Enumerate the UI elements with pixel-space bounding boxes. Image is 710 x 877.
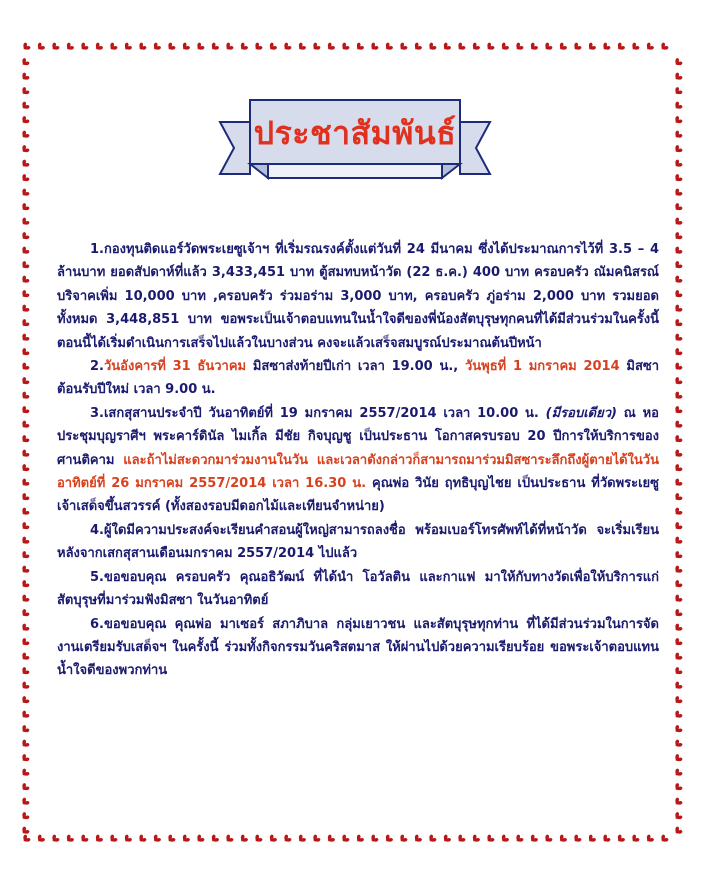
heart-border-icon — [282, 42, 292, 52]
heart-border-icon — [673, 275, 683, 285]
heart-border-icon — [267, 42, 277, 52]
heart-border-icon — [180, 834, 190, 844]
item-2-text-1: มิสซาส่งท้ายปีเก่า เวลา 19.00 น., — [246, 359, 465, 375]
heart-border-icon — [673, 594, 683, 604]
heart-border-icon — [22, 826, 30, 836]
heart-border-icon — [22, 72, 30, 82]
heart-border-icon — [673, 173, 683, 183]
heart-border-icon — [528, 834, 538, 844]
heart-border-icon — [499, 42, 509, 52]
heart-border-icon — [166, 42, 176, 52]
heart-border-icon — [601, 834, 611, 844]
heart-border-icon — [572, 834, 582, 844]
heart-border-icon — [586, 834, 596, 844]
heart-border-icon — [673, 463, 683, 473]
heart-border-icon — [282, 834, 292, 844]
heart-border-icon — [383, 42, 393, 52]
heart-border-icon — [557, 42, 567, 52]
heart-border-icon — [296, 834, 306, 844]
heart-border-icon — [209, 42, 219, 52]
heart-border-icon — [514, 42, 524, 52]
heart-border-icon — [22, 275, 30, 285]
heart-border-icon — [630, 834, 640, 844]
heart-border-icon — [673, 797, 683, 807]
heart-border-icon — [22, 173, 30, 183]
heart-border-icon — [22, 318, 30, 328]
heart-border-icon — [50, 834, 60, 844]
heart-border-icon — [79, 834, 89, 844]
heart-border-icon — [412, 42, 422, 52]
item-3-text-3: คุณพ่อ วินัย ฤทธิบุญไชย เป็นประธาน ที่วัดพระเยซูเจ้าเสด็จขึ้นสวรรค์ (ทั้งสองรอบมีดอกไม้และเทียนจำหน่าย) — [57, 476, 659, 515]
heart-border-icon — [122, 834, 132, 844]
heart-border-icon — [673, 507, 683, 517]
heart-border-icon — [398, 834, 408, 844]
heart-border-icon — [499, 834, 509, 844]
heart-border-icon — [22, 260, 30, 270]
heart-border-icon — [180, 42, 190, 52]
heart-border-icon — [673, 478, 683, 488]
heart-border-icon — [22, 608, 30, 618]
heart-border-icon — [122, 42, 132, 52]
heart-border-icon — [195, 834, 205, 844]
heart-border-icon — [673, 159, 683, 169]
heart-border-icon — [253, 42, 263, 52]
heart-border-icon — [659, 42, 669, 52]
heart-border-icon — [673, 666, 683, 676]
heart-border-icon — [673, 289, 683, 299]
heart-border-icon — [528, 42, 538, 52]
heart-border-icon — [22, 347, 30, 357]
heart-border-icon — [22, 710, 30, 720]
heart-border-icon — [673, 391, 683, 401]
heart-border-icon — [644, 42, 654, 52]
heart-border-icon — [22, 768, 30, 778]
heart-border-icon — [673, 768, 683, 778]
heart-border-icon — [369, 42, 379, 52]
heart-border-icon — [673, 101, 683, 111]
heart-border-icon — [441, 42, 451, 52]
heart-border-icon — [22, 579, 30, 589]
heart-border-icon — [673, 405, 683, 415]
heart-border-icon — [673, 608, 683, 618]
heart-border-icon — [22, 144, 30, 154]
heart-border-icon — [22, 753, 30, 763]
heart-border-icon — [673, 260, 683, 270]
heart-border-icon — [673, 536, 683, 546]
heart-border-icon — [514, 834, 524, 844]
heart-border-icon — [354, 42, 364, 52]
heart-border-icon — [137, 42, 147, 52]
heart-border-icon — [93, 42, 103, 52]
heart-border-icon — [22, 391, 30, 401]
announcement-item-1: 1.กองทุนติดแอร์วัดพระเยซูเจ้าฯ ที่เริ่มรณรงค์ตั้งแต่วันที่ 24 มีนาคม ซึ่งได้ประมาณการไว้ที่ 3.5 – 4 ล้านบาท ยอดสัปดาห์ที่แล้ว 3,433,451 บาท ตู้สมทบหน้าวัด (22 ธ.ค.) 400 บาท ครอบครัว ณัมคนิสรณ์ บริจาคเพิ่ม 10,000 บาท ,ครอบครัว ร่วมอร่าม 3,000 บาท, ครอบครัว ภู่อร่าม 2,000 บาท รวมยอด ทั้งหมด 3,448,851 บาท ขอพระเป็นเจ้าตอบแทนในน้ำใจดีของพี่น้องสัตบุรุษทุกคนที่ได้มีส่วนร่วมในครั้งนี้ ตอนนี้ได้เริ่มดำเนินการเสร็จไปแล้วในบางส่วน คงจะแล้วเสร็จสมบูรณ์ประมาณต้นปีหน้า — [57, 242, 659, 351]
heart-border-icon — [586, 42, 596, 52]
heart-border-icon — [673, 434, 683, 444]
heart-border-icon — [22, 289, 30, 299]
heart-border-icon — [22, 130, 30, 140]
heart-border-icon — [50, 42, 60, 52]
heart-border-icon — [22, 115, 30, 125]
heart-border-icon — [673, 231, 683, 241]
heart-border-icon — [673, 362, 683, 372]
heart-border-icon — [22, 304, 30, 314]
heart-border-icon — [35, 834, 45, 844]
item-2-highlight-date-1: วันอังคารที่ 31 ธันวาคม — [103, 359, 247, 375]
heart-border-icon — [22, 86, 30, 96]
item-3-highlight: และถ้าไม่สะดวกมาร่วมงานในวัน และเวลาดังกล่าวก็สามารถมาร่วมมิสซาระลึกถึงผู้ตายได้ในวันอาทิตย์ที่ 26 มกราคม 2557/2014 เวลา 16.30 น. — [57, 452, 659, 492]
heart-border-icon — [151, 834, 161, 844]
heart-border-icon — [22, 637, 30, 647]
heart-border-icon — [195, 42, 205, 52]
heart-border-icon — [22, 695, 30, 705]
heart-border-icon — [325, 834, 335, 844]
heart-border-icon — [673, 57, 683, 67]
heart-border-icon — [485, 834, 495, 844]
heart-border-icon — [238, 42, 248, 52]
heart-border-icon — [22, 478, 30, 488]
heart-border-icon — [22, 550, 30, 560]
heart-border-icon — [64, 834, 74, 844]
heart-border-icon — [22, 811, 30, 821]
heart-border-icon — [441, 834, 451, 844]
item-2-text-2: มิสซาต้อนรับปีใหม่ เวลา 9.00 น. — [57, 359, 660, 398]
item-2-prefix: 2. — [90, 359, 104, 375]
heart-border-icon — [673, 246, 683, 256]
heart-border-icon — [22, 834, 31, 844]
heart-border-icon — [22, 521, 30, 531]
heart-border-icon — [22, 449, 30, 459]
announcement-item-4: 4.ผู้ใดมีความประสงค์จะเรียนคำสอนผู้ใหญ่สามารถลงชื่อ พร้อมเบอร์โทรศัพท์ได้ที่หน้าวัด จะเริ่มเรียนหลังจากเสกสุสานเดือนมกราคม 2557/2014 ไปแล้ว — [57, 522, 659, 562]
heart-border-icon — [615, 834, 625, 844]
heart-border-icon — [485, 42, 495, 52]
heart-border-icon — [427, 42, 437, 52]
heart-border-icon — [22, 188, 30, 198]
heart-border-icon — [64, 42, 74, 52]
heart-border-icon — [673, 420, 683, 430]
heart-border-icon — [22, 594, 30, 604]
heart-border-icon — [456, 42, 466, 52]
heart-border-icon — [673, 739, 683, 749]
announcement-item-3 — [57, 402, 659, 519]
heart-border-icon — [673, 304, 683, 314]
heart-border-icon — [224, 42, 234, 52]
heart-border-icon — [224, 834, 234, 844]
page-title: ประชาสัมพันธ์ — [253, 114, 457, 152]
heart-border-icon — [557, 834, 567, 844]
heart-border-icon — [673, 217, 683, 227]
heart-border-icon — [137, 834, 147, 844]
heart-border-icon — [673, 449, 683, 459]
heart-border-icon — [673, 188, 683, 198]
heart-border-icon — [673, 695, 683, 705]
heart-border-icon — [673, 681, 683, 691]
heart-border-icon — [673, 318, 683, 328]
heart-border-icon — [22, 434, 30, 444]
heart-border-icon — [22, 217, 30, 227]
heart-border-icon — [673, 579, 683, 589]
heart-border-icon — [673, 623, 683, 633]
heart-border-icon — [22, 507, 30, 517]
heart-border-icon — [311, 834, 321, 844]
heart-border-icon — [383, 834, 393, 844]
item-3-text-1: 3.เสกสุสานประจำปี วันอาทิตย์ที่ 19 มกราคม 2557/2014 เวลา 10.00 น. — [90, 405, 546, 421]
heart-border-icon — [22, 246, 30, 256]
heart-border-icon — [22, 463, 30, 473]
announcement-item-6: 6.ขอขอบคุณ คุณพ่อ มาเซอร์ สภาภิบาล กลุ่มเยาวชน และสัตบุรุษทุกท่าน ที่ได้มีส่วนร่วมในการจัดงานเตรียมรับเสด็จฯ ในครั้งนี้ ร่วมทั้งกิจกรรมวันคริสตมาส ให้ผ่านไปด้วยความเรียบร้อย ขอพระเจ้าตอบแทนน้ำใจดีของพวกท่าน — [57, 616, 659, 679]
heart-border-icon — [22, 565, 30, 575]
heart-border-icon — [369, 834, 379, 844]
heart-border-icon — [543, 834, 553, 844]
heart-border-icon — [615, 42, 625, 52]
heart-border-icon — [572, 42, 582, 52]
heart-border-icon — [673, 376, 683, 386]
heart-border-icon — [22, 202, 30, 212]
heart-border-icon — [644, 834, 654, 844]
announcement-item-5: 5.ขอขอบคุณ ครอบครัว คุณอธิวัฒน์ ที่ได้นำ โอวัลติน และกาแฟ มาให้กับทางวัดเพื่อให้บริการแก่สัตบุรุษที่มาร่วมฟังมิสซา ในวันอาทิตย์ — [57, 569, 659, 609]
heart-border-icon — [659, 834, 669, 844]
heart-border-icon — [673, 130, 683, 140]
heart-border-icon — [22, 42, 31, 52]
heart-border-icon — [35, 42, 45, 52]
item-3-text-2: ณ หอประชุมบุญราศีฯ พระคาร์ดินัล ไมเกิ้ล มีชัย กิจบุญชู เป็นประธาน โอกาสครบรอบ 20 ปีการให้บริการของศานติคาม — [57, 405, 659, 468]
heart-border-icon — [253, 834, 263, 844]
heart-border-icon — [673, 492, 683, 502]
heart-border-icon — [151, 42, 161, 52]
heart-border-icon — [22, 623, 30, 633]
heart-border-icon — [22, 333, 30, 343]
heart-border-icon — [22, 420, 30, 430]
heart-border-icon — [311, 42, 321, 52]
heart-border-icon — [340, 42, 350, 52]
heart-border-icon — [325, 42, 335, 52]
heart-border-icon — [673, 347, 683, 357]
heart-border-icon — [22, 231, 30, 241]
heart-border-icon — [673, 115, 683, 125]
heart-border-icon — [673, 826, 683, 836]
heart-border-icon — [630, 42, 640, 52]
heart-border-icon — [22, 739, 30, 749]
heart-border-icon — [267, 834, 277, 844]
heart-border-icon — [22, 362, 30, 372]
heart-border-icon — [543, 42, 553, 52]
heart-border-icon — [673, 521, 683, 531]
item-2-highlight-date-2: วันพุธที่ 1 มกราคม 2014 — [464, 359, 620, 375]
heart-border-icon — [166, 834, 176, 844]
heart-border-icon — [673, 782, 683, 792]
heart-border-icon — [456, 834, 466, 844]
heart-border-icon — [22, 57, 30, 67]
heart-border-icon — [673, 550, 683, 560]
heart-border-icon — [93, 834, 103, 844]
heart-border-icon — [22, 724, 30, 734]
heart-border-icon — [22, 376, 30, 386]
heart-border-icon — [296, 42, 306, 52]
heart-border-icon — [470, 834, 480, 844]
heart-border-icon — [22, 159, 30, 169]
heart-border-icon — [209, 834, 219, 844]
heart-border-icon — [673, 724, 683, 734]
heart-border-icon — [673, 72, 683, 82]
heart-border-icon — [340, 834, 350, 844]
announcement-item-2 — [57, 355, 659, 402]
heart-border-icon — [22, 681, 30, 691]
heart-border-icon — [673, 333, 683, 343]
heart-border-icon — [354, 834, 364, 844]
heart-border-icon — [398, 42, 408, 52]
heart-border-icon — [673, 753, 683, 763]
heart-border-icon — [22, 652, 30, 662]
heart-border-icon — [22, 797, 30, 807]
heart-border-icon — [673, 202, 683, 212]
heart-border-icon — [673, 565, 683, 575]
heart-border-icon — [427, 834, 437, 844]
heart-border-icon — [22, 666, 30, 676]
heart-border-icon — [79, 42, 89, 52]
title-banner — [210, 92, 500, 192]
heart-border-icon — [22, 101, 30, 111]
heart-border-icon — [673, 144, 683, 154]
heart-border-icon — [22, 782, 30, 792]
heart-border-icon — [22, 492, 30, 502]
heart-border-icon — [673, 652, 683, 662]
heart-border-icon — [108, 42, 118, 52]
heart-border-icon — [22, 405, 30, 415]
heart-border-icon — [238, 834, 248, 844]
heart-border-icon — [673, 637, 683, 647]
heart-border-icon — [673, 811, 683, 821]
announcement-body — [57, 238, 659, 683]
heart-border-icon — [673, 710, 683, 720]
heart-border-icon — [108, 834, 118, 844]
heart-border-icon — [601, 42, 611, 52]
heart-border-icon — [412, 834, 422, 844]
heart-border-icon — [470, 42, 480, 52]
heart-border-icon — [673, 86, 683, 96]
item-3-italic-note: (มีรอบเดียว) — [545, 405, 617, 421]
heart-border-icon — [22, 536, 30, 546]
